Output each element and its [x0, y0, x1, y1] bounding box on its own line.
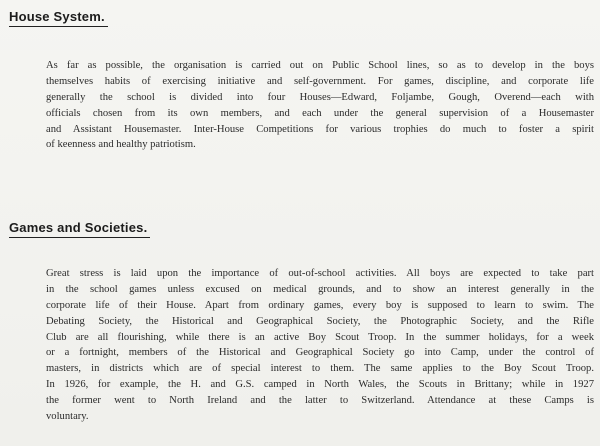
- text-line: of keenness and healthy patriotism.: [46, 139, 196, 151]
- section-heading-house-system: [9, 9, 105, 24]
- text-line: masters, in districts which are of special interest to them. The same applies to the Boy Scout Troop.: [46, 363, 594, 375]
- text-line: generally the school is divided into four Houses—Edward, Foljambe, Gough, Overend—each with: [46, 91, 594, 103]
- heading-text: Games and Societies.: [9, 220, 148, 235]
- text-line: Debating Society, the Historical and Geographical Society, the Photographic Society, and the Rifle: [46, 315, 594, 327]
- text-line: or a fortnight, members of the Historical and Geographical Society go into Camp, under the control of: [46, 347, 594, 359]
- text-line: the former went to North Ireland and the latter to Switzerland. Attendance at these Camps is: [46, 395, 594, 407]
- text-line: Club are all flourishing, while there is an active Boy Scout Troop. In the summer holidays, for a week: [46, 331, 594, 343]
- section-heading-games-and-societies: [9, 220, 147, 235]
- text-line: As far as possible, the organisation is carried out on Public School lines, so as to develop in the boys: [46, 60, 594, 71]
- paragraph-games-and-societies: [46, 266, 594, 425]
- text-line: in the school games unless excused on medical grounds, and to show an interest generally in the: [46, 283, 594, 295]
- heading-text: House System.: [9, 9, 105, 24]
- heading-underline: [9, 26, 108, 28]
- text-line: Great stress is laid upon the importance of out-of-school activities. All boys are expected to take part: [46, 268, 594, 279]
- text-line: corporate life of their House. Apart from ordinary games, every boy is supposed to learn to swim. The: [46, 299, 594, 311]
- text-line: and Assistant Housemaster. Inter-House Competitions for various trophies do much to foster a spirit: [46, 123, 594, 135]
- text-line: voluntary.: [46, 411, 89, 423]
- text-line: themselves habits of exercising initiative and self-government. For games, discipline, and corporate life: [46, 75, 594, 87]
- text-line: officials chosen from its own members, and each under the general supervision of a Housemaster: [46, 107, 594, 119]
- heading-underline: [9, 237, 150, 239]
- paragraph-house-system: [46, 58, 594, 153]
- text-line: In 1926, for example, the H. and G.S. camped in North Wales, the Scouts in Brittany; while in 1927: [46, 379, 594, 391]
